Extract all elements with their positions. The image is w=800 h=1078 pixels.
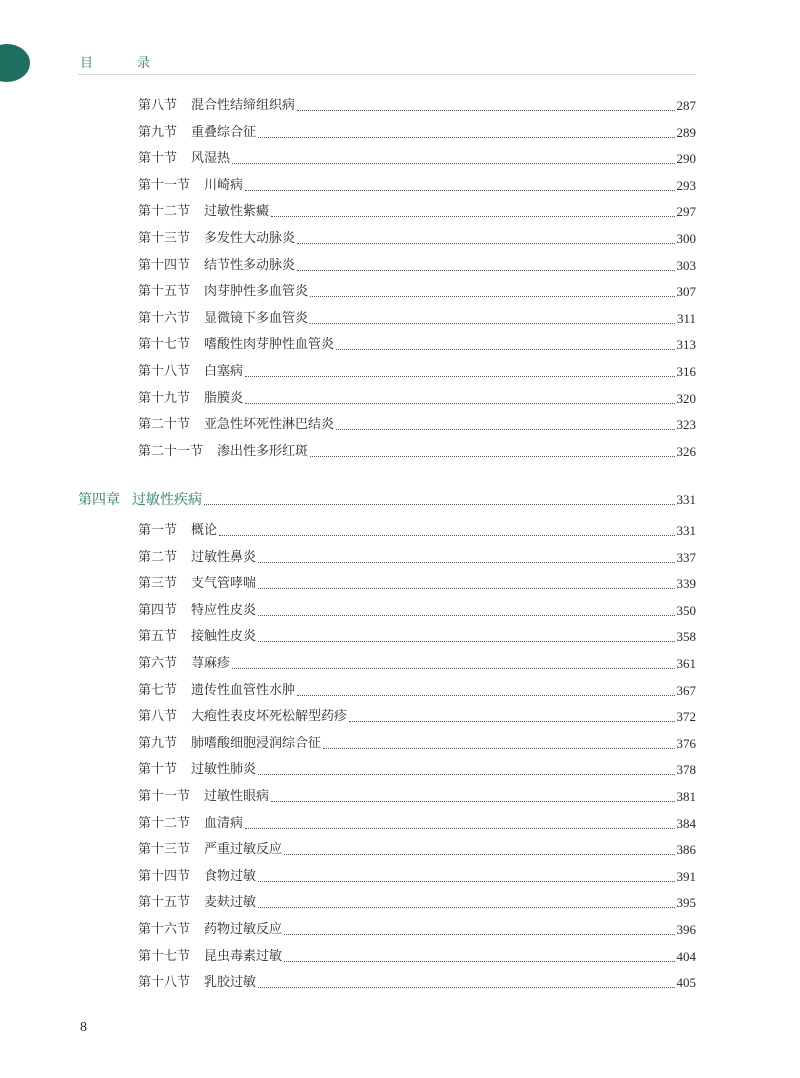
dot-leader xyxy=(232,668,674,669)
toc-entry[interactable] xyxy=(138,335,696,355)
chapter-page-number: 331 xyxy=(676,492,696,507)
toc-entry[interactable] xyxy=(138,973,696,993)
toc-entry[interactable] xyxy=(138,681,696,701)
section-page-number: 320 xyxy=(676,390,696,406)
section-page-number: 339 xyxy=(676,576,696,592)
dot-leader xyxy=(245,376,674,377)
dot-leader xyxy=(271,216,674,217)
toc-entry[interactable] xyxy=(138,867,696,887)
dot-leader xyxy=(258,987,674,988)
toc-entry[interactable] xyxy=(138,282,696,302)
section-number: 第三节 xyxy=(138,576,178,592)
dot-leader xyxy=(323,748,674,749)
toc-entry[interactable] xyxy=(138,256,696,276)
dot-leader xyxy=(284,934,674,935)
section-number: 第十三节 xyxy=(138,842,191,858)
section-page-number: 313 xyxy=(676,337,696,353)
dot-leader xyxy=(258,137,674,138)
section-title: 药物过敏反应 xyxy=(204,922,283,937)
toc-entry[interactable] xyxy=(138,947,696,967)
section-number: 第十四节 xyxy=(138,257,191,273)
chapter-title: 过敏性疾病 xyxy=(132,492,202,508)
dot-leader xyxy=(297,270,674,271)
footer-page-number: 8 xyxy=(80,1020,87,1035)
section-page-number: 384 xyxy=(676,815,696,831)
dot-leader xyxy=(232,163,674,164)
section-title: 昆虫毒素过敏 xyxy=(204,948,283,964)
chapter-number: 第四章 xyxy=(78,492,120,508)
toc-entry[interactable] xyxy=(138,442,696,462)
section-title: 过敏性鼻炎 xyxy=(191,549,257,565)
section-page-number: 358 xyxy=(676,629,696,645)
toc-entry[interactable] xyxy=(138,920,696,940)
section-title: 特应性皮炎 xyxy=(191,602,257,618)
dot-leader xyxy=(284,961,674,962)
toc-entry[interactable] xyxy=(138,362,696,382)
toc-entry[interactable] xyxy=(138,893,696,913)
dot-leader xyxy=(297,695,674,696)
toc-entry[interactable] xyxy=(138,202,696,222)
dot-leader xyxy=(204,504,675,505)
section-number: 第十节 xyxy=(138,762,178,778)
dot-leader xyxy=(258,615,674,616)
section-title: 食物过敏 xyxy=(204,868,257,884)
toc-entry[interactable] xyxy=(138,601,696,621)
section-title: 肺嗜酸细胞浸润综合征 xyxy=(191,735,322,751)
section-title: 大疱性表皮坏死松解型药疹 xyxy=(191,709,348,725)
section-page-number: 289 xyxy=(676,124,696,140)
section-page-number: 350 xyxy=(676,602,696,618)
section-number: 第二十一节 xyxy=(138,443,204,459)
section-title: 嗜酸性肉芽肿性血管炎 xyxy=(204,337,335,353)
toc-entry[interactable] xyxy=(138,149,696,169)
toc-entry[interactable] xyxy=(138,521,696,541)
section-number: 第十七节 xyxy=(138,337,191,353)
section-page-number: 361 xyxy=(676,656,696,671)
dot-leader xyxy=(258,774,674,775)
dot-leader xyxy=(245,403,674,404)
section-page-number: 395 xyxy=(676,895,696,911)
dot-leader xyxy=(310,296,674,297)
section-page-number: 331 xyxy=(676,523,696,538)
dot-leader xyxy=(258,881,674,882)
section-page-number: 367 xyxy=(676,682,696,698)
section-number: 第十五节 xyxy=(138,284,191,300)
toc-entry[interactable] xyxy=(138,229,696,249)
section-title: 混合性结缔组织病 xyxy=(191,98,296,113)
section-number: 第十二节 xyxy=(138,815,191,831)
section-number: 第十一节 xyxy=(138,177,191,193)
dot-leader xyxy=(258,907,674,908)
section-title: 概论 xyxy=(191,523,218,538)
section-page-number: 405 xyxy=(676,975,696,991)
section-title: 脂膜炎 xyxy=(204,390,244,406)
section-number: 第十六节 xyxy=(138,922,191,937)
dot-leader xyxy=(336,429,674,430)
section-title: 白塞病 xyxy=(204,364,244,379)
section-title: 风湿热 xyxy=(191,151,231,167)
section-page-number: 300 xyxy=(676,231,696,246)
corner-tab-decoration xyxy=(0,44,30,82)
section-page-number: 316 xyxy=(676,364,696,379)
toc-entry[interactable] xyxy=(138,389,696,409)
section-page-number: 404 xyxy=(676,948,696,964)
dot-leader xyxy=(245,190,674,191)
toc-entry[interactable] xyxy=(138,787,696,807)
section-title: 亚急性坏死性淋巴结炎 xyxy=(204,417,335,433)
section-number: 第一节 xyxy=(138,523,178,538)
section-number: 第十二节 xyxy=(138,204,191,220)
toc-entry[interactable] xyxy=(138,654,696,674)
dot-leader xyxy=(349,721,674,722)
section-page-number: 386 xyxy=(676,842,696,858)
section-number: 第六节 xyxy=(138,656,178,671)
section-title: 过敏性紫癜 xyxy=(204,204,270,220)
section-page-number: 381 xyxy=(676,789,696,804)
section-page-number: 378 xyxy=(676,762,696,778)
dot-leader xyxy=(284,854,674,855)
section-title: 麦麸过敏 xyxy=(204,895,257,911)
toc-entry[interactable] xyxy=(138,734,696,754)
section-page-number: 326 xyxy=(676,443,696,459)
section-title: 渗出性多形红斑 xyxy=(217,443,309,459)
dot-leader xyxy=(310,323,675,324)
section-title: 乳胶过敏 xyxy=(204,975,257,991)
dot-leader xyxy=(336,349,674,350)
toc-entry[interactable] xyxy=(138,840,696,860)
dot-leader xyxy=(219,535,674,536)
dot-leader xyxy=(258,588,674,589)
section-number: 第九节 xyxy=(138,124,178,140)
section-number: 第二节 xyxy=(138,549,178,565)
section-title: 结节性多动脉炎 xyxy=(204,257,296,273)
section-number: 第八节 xyxy=(138,709,178,725)
section-title: 遗传性血管性水肿 xyxy=(191,682,296,698)
toc-entry[interactable] xyxy=(138,627,696,647)
section-number: 第五节 xyxy=(138,629,178,645)
dot-leader xyxy=(245,828,674,829)
dot-leader xyxy=(271,801,674,802)
toc-entry[interactable] xyxy=(138,415,696,435)
section-title: 多发性大动脉炎 xyxy=(204,231,296,246)
section-page-number: 376 xyxy=(676,735,696,751)
section-number: 第十八节 xyxy=(138,364,191,379)
section-title: 严重过敏反应 xyxy=(204,842,283,858)
section-page-number: 287 xyxy=(676,98,696,113)
toc-entry[interactable] xyxy=(138,707,696,727)
section-title: 接触性皮炎 xyxy=(191,629,257,645)
section-page-number: 293 xyxy=(676,177,696,193)
dot-leader xyxy=(297,110,674,111)
dot-leader xyxy=(258,641,674,642)
section-title: 荨麻疹 xyxy=(191,656,231,671)
section-page-number: 311 xyxy=(676,310,696,326)
section-number: 第十六节 xyxy=(138,310,191,326)
section-title: 血清病 xyxy=(204,815,244,831)
section-page-number: 323 xyxy=(676,417,696,433)
section-page-number: 290 xyxy=(676,151,696,167)
page-header-title: 目 录 xyxy=(80,56,171,71)
section-page-number: 337 xyxy=(676,549,696,565)
dot-leader xyxy=(310,456,674,457)
toc-entry[interactable] xyxy=(138,123,696,143)
section-number: 第十五节 xyxy=(138,895,191,911)
section-title: 过敏性肺炎 xyxy=(191,762,257,778)
section-title: 过敏性眼病 xyxy=(204,789,270,804)
section-number: 第十九节 xyxy=(138,390,191,406)
dot-leader xyxy=(258,562,674,563)
toc-entry[interactable] xyxy=(138,176,696,196)
toc-entry[interactable] xyxy=(138,96,696,116)
section-page-number: 396 xyxy=(676,922,696,937)
chapter-entry[interactable] xyxy=(78,489,696,511)
section-page-number: 297 xyxy=(676,204,696,220)
section-page-number: 307 xyxy=(676,284,696,300)
section-page-number: 372 xyxy=(676,709,696,725)
section-number: 第二十节 xyxy=(138,417,191,433)
section-page-number: 303 xyxy=(676,257,696,273)
toc-entry[interactable] xyxy=(138,814,696,834)
section-number: 第十八节 xyxy=(138,975,191,991)
section-number: 第七节 xyxy=(138,682,178,698)
section-number: 第九节 xyxy=(138,735,178,751)
section-title: 肉芽肿性多血管炎 xyxy=(204,284,309,300)
section-title: 支气管哮喘 xyxy=(191,576,257,592)
section-title: 川崎病 xyxy=(204,177,244,193)
header-divider xyxy=(78,74,696,75)
dot-leader xyxy=(297,243,674,244)
section-title: 显微镜下多血管炎 xyxy=(204,310,309,326)
section-title: 重叠综合征 xyxy=(191,124,257,140)
section-number: 第十三节 xyxy=(138,231,191,246)
section-number: 第十节 xyxy=(138,151,178,167)
section-number: 第十四节 xyxy=(138,868,191,884)
section-number: 第十七节 xyxy=(138,948,191,964)
section-number: 第十一节 xyxy=(138,789,191,804)
toc-entry[interactable] xyxy=(138,309,696,329)
section-number: 第四节 xyxy=(138,602,178,618)
section-page-number: 391 xyxy=(676,868,696,884)
toc-entry[interactable] xyxy=(138,574,696,594)
section-number: 第八节 xyxy=(138,98,178,113)
toc-entry[interactable] xyxy=(138,548,696,568)
toc-entry[interactable] xyxy=(138,760,696,780)
